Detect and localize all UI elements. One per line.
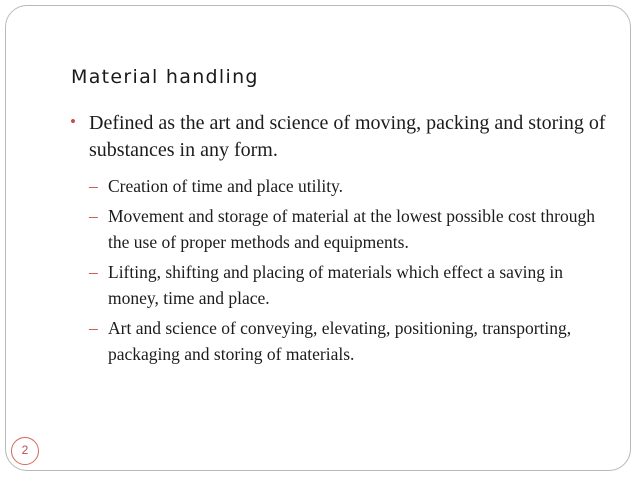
bullet-text: Defined as the art and science of moving, packing and storing of substances in any form. xyxy=(89,112,606,161)
page-number-badge: 2 xyxy=(11,437,39,465)
dash-icon: – xyxy=(89,206,98,226)
sub-bullet-item xyxy=(70,315,610,367)
dash-icon: – xyxy=(89,176,98,196)
sub-bullet-text: Art and science of conveying, elevating, positioning, transporting, packaging and storing of materials. xyxy=(108,318,572,364)
dash-icon: – xyxy=(89,318,98,338)
sub-bullet-item xyxy=(70,203,610,255)
sub-bullet-item xyxy=(70,173,610,199)
slide-title: Material handling xyxy=(71,66,259,88)
sub-bullet-text: Movement and storage of material at the lowest possible cost through the use of proper methods and equipments. xyxy=(108,206,595,252)
sub-bullet-text: Lifting, shifting and placing of materials which effect a saving in money, time and place. xyxy=(108,262,564,308)
sub-bullet-item xyxy=(70,259,610,311)
sub-bullet-text: Creation of time and place utility. xyxy=(108,176,344,196)
bullet-dot-icon: • xyxy=(70,112,76,131)
sub-bullet-list xyxy=(70,173,610,367)
bullet-item xyxy=(70,110,610,164)
bullet-list xyxy=(70,110,610,371)
dash-icon: – xyxy=(89,262,98,282)
